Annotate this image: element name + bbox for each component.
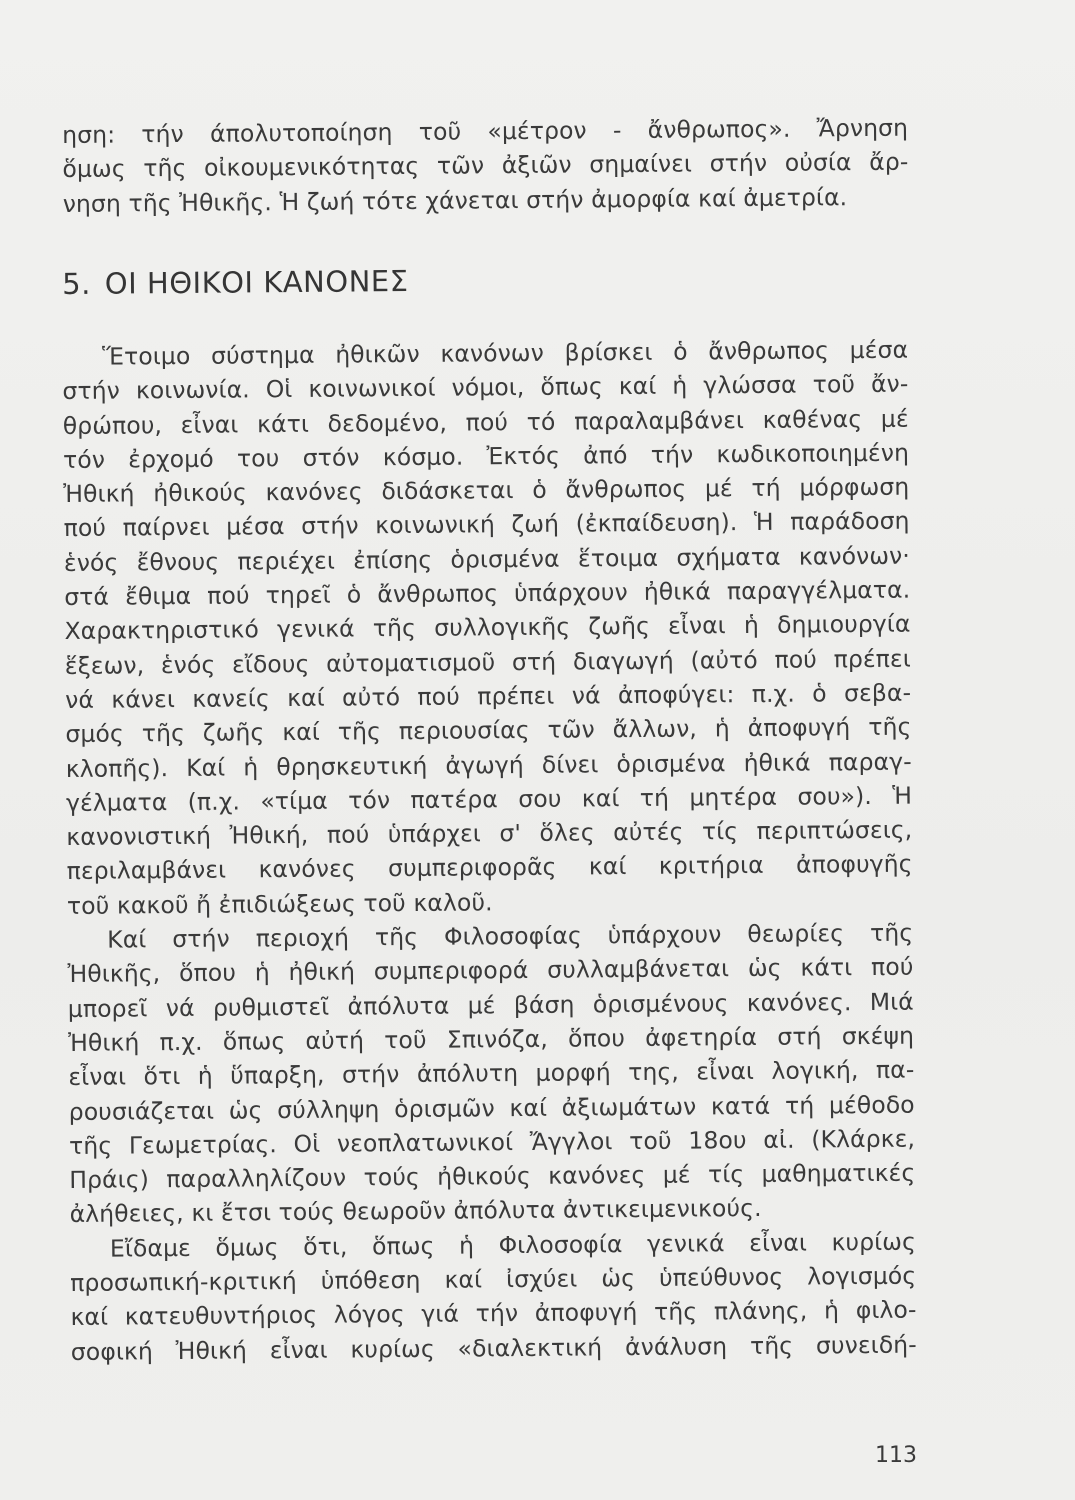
- text-line: Καί στήν περιοχή τῆς Φιλοσοφίας ὑπάρχουν θεωρίες τῆς: [107, 918, 914, 954]
- text-line: νά κάνει κανείς καί αὐτό πού πρέπει νά ἀποφύγει: π.χ. ὁ σεβα-: [65, 678, 912, 714]
- text-line: τοῦ κακοῦ ἤ ἐπιδιώξεως τοῦ καλοῦ.: [66, 888, 493, 920]
- text-line: Ἠθική ἠθικούς κανόνες διδάσκεται ὁ ἄνθρωπος μέ τή μόρφωση: [63, 472, 910, 509]
- text-line: ἀλήθειες, κι ἔτσι τούς θεωροῦν ἀπόλυτα ἀντικειμενικούς.: [69, 1194, 762, 1229]
- text-line: στά ἔθιμα πού τηρεῖ ὁ ἄνθρωπος ὑπάρχουν ἠθικά παραγγέλματα.: [64, 575, 911, 612]
- text-line: Χαρακτηριστικό γενικά τῆς συλλογικῆς ζωῆς εἶναι ἡ δημιουργία: [64, 609, 911, 646]
- text-line: νηση τῆς Ἠθικῆς. Ἡ ζωή τότε χάνεται στήν ἀμορφία καί ἀμετρία.: [62, 182, 848, 218]
- section-heading: [62, 261, 409, 304]
- text-line: τόν ἐρχομό του στόν κόσμο. Ἐκτός ἀπό τήν κωδικοποιημένη: [62, 438, 910, 474]
- text-line: Ἠθικῆς, ὅπου ἡ ἠθική συμπεριφορά συλλαμβάνεται ὡς κάτι πού: [67, 952, 914, 989]
- text-line: θρώπου, εἶναι κάτι δεδομένο, πού τό παραλαμβάνει καθένας μέ: [62, 404, 909, 440]
- text-line: πού παίρνει μέσα στήν κοινωνική ζωή (ἐκπαίδευση). Ἡ παράδοση: [63, 507, 910, 543]
- text-line: κανονιστική Ἠθική, πού ὑπάρχει σ' ὅλες αὐτές τίς περιπτώσεις,: [66, 815, 913, 852]
- text-line: κλοπῆς). Καί ἡ θρησκευτική ἀγωγή δίνει ὁρισμένα ἠθικά παραγ-: [65, 747, 912, 783]
- text-line: περιλαμβάνει κανόνες συμπεριφορᾶς καί κριτήρια ἀποφυγῆς: [66, 850, 913, 886]
- text-line: ἕξεων, ἑνός εἴδους αὐτοματισμοῦ στή διαγωγή (αὐτό πού πρέπει: [64, 644, 911, 680]
- text-line: γέλματα (π.χ. «τίμα τόν πατέρα σου καί τή μητέρα σου»). Ἡ: [65, 781, 913, 817]
- text-line: μπορεῖ νά ρυθμιστεῖ ἀπόλυτα μέ βάση ὁρισμένους κανόνες. Μιά: [67, 987, 914, 1023]
- intro-paragraph: [62, 111, 909, 221]
- text-line: Εἴδαμε ὅμως ὅτι, ὅπως ἡ Φιλοσοφία γενικά εἶναι κυρίως: [109, 1227, 917, 1263]
- text-line: καί κατευθυντήριος λόγος γιά τήν ἀποφυγή τῆς πλάνης, ἡ φιλο-: [70, 1295, 917, 1332]
- section-body: [62, 333, 917, 1369]
- section-title: ΟΙ ΗΘΙΚΟΙ ΚΑΝΟΝΕΣ: [104, 263, 409, 301]
- text-line: σοφική Ἠθική εἶναι κυρίως «διαλεκτική ἀνάλυση τῆς συνειδή-: [70, 1330, 917, 1366]
- text-line: στήν κοινωνία. Οἱ κοινωνικοί νόμοι, ὅπως καί ἡ γλώσσα τοῦ ἄν-: [62, 369, 909, 406]
- text-line: Ἕτοιμο σύστημα ἠθικῶν κανόνων βρίσκει ὁ ἄνθρωπος μέσα: [102, 335, 909, 371]
- text-line: σμός τῆς ζωῆς καί τῆς περιουσίας τῶν ἄλλων, ἡ ἀποφυγή τῆς: [65, 712, 912, 749]
- text-line: προσωπική-κριτική ὑπόθεση καί ἰσχύει ὡς ὑπεύθυνος λογισμός: [70, 1261, 917, 1297]
- text-line: τῆς Γεωμετρίας. Οἱ νεοπλατωνικοί Ἄγγλοι τοῦ 18ου αἰ. (Κλάρκε,: [68, 1124, 916, 1160]
- text-line: Πράις) παραλληλίζουν τούς ἠθικούς κανόνες μέ τίς μαθηματικές: [69, 1158, 916, 1195]
- text-line: ἑνός ἔθνους περιέχει ἐπίσης ὁρισμένα ἕτοιμα σχήματα κανόνων·: [63, 541, 911, 577]
- page-number: 113: [875, 1443, 917, 1468]
- text-line: ὅμως τῆς οἰκουμενικότητας τῶν ἀξιῶν σημαίνει στήν οὐσία ἄρ-: [62, 147, 909, 184]
- text-line: εἶναι ὅτι ἡ ὕπαρξη, στήν ἀπόλυτη μορφή της, εἶναι λογική, πα-: [68, 1055, 915, 1092]
- section-number: 5.: [62, 266, 91, 301]
- text-line: ηση: τήν άπολυτοποίηση τοῦ «μέτρον - ἄνθρωπος». Ἄρνηση: [62, 113, 909, 149]
- text-line: Ἠθική π.χ. ὅπως αὐτή τοῦ Σπινόζα, ὅπου ἀφετηρία στή σκέψη: [68, 1021, 915, 1057]
- text-line: ρουσιάζεται ὡς σύλληψη ὁρισμῶν καί ἀξιωμάτων κατά τή μέθοδο: [68, 1090, 915, 1126]
